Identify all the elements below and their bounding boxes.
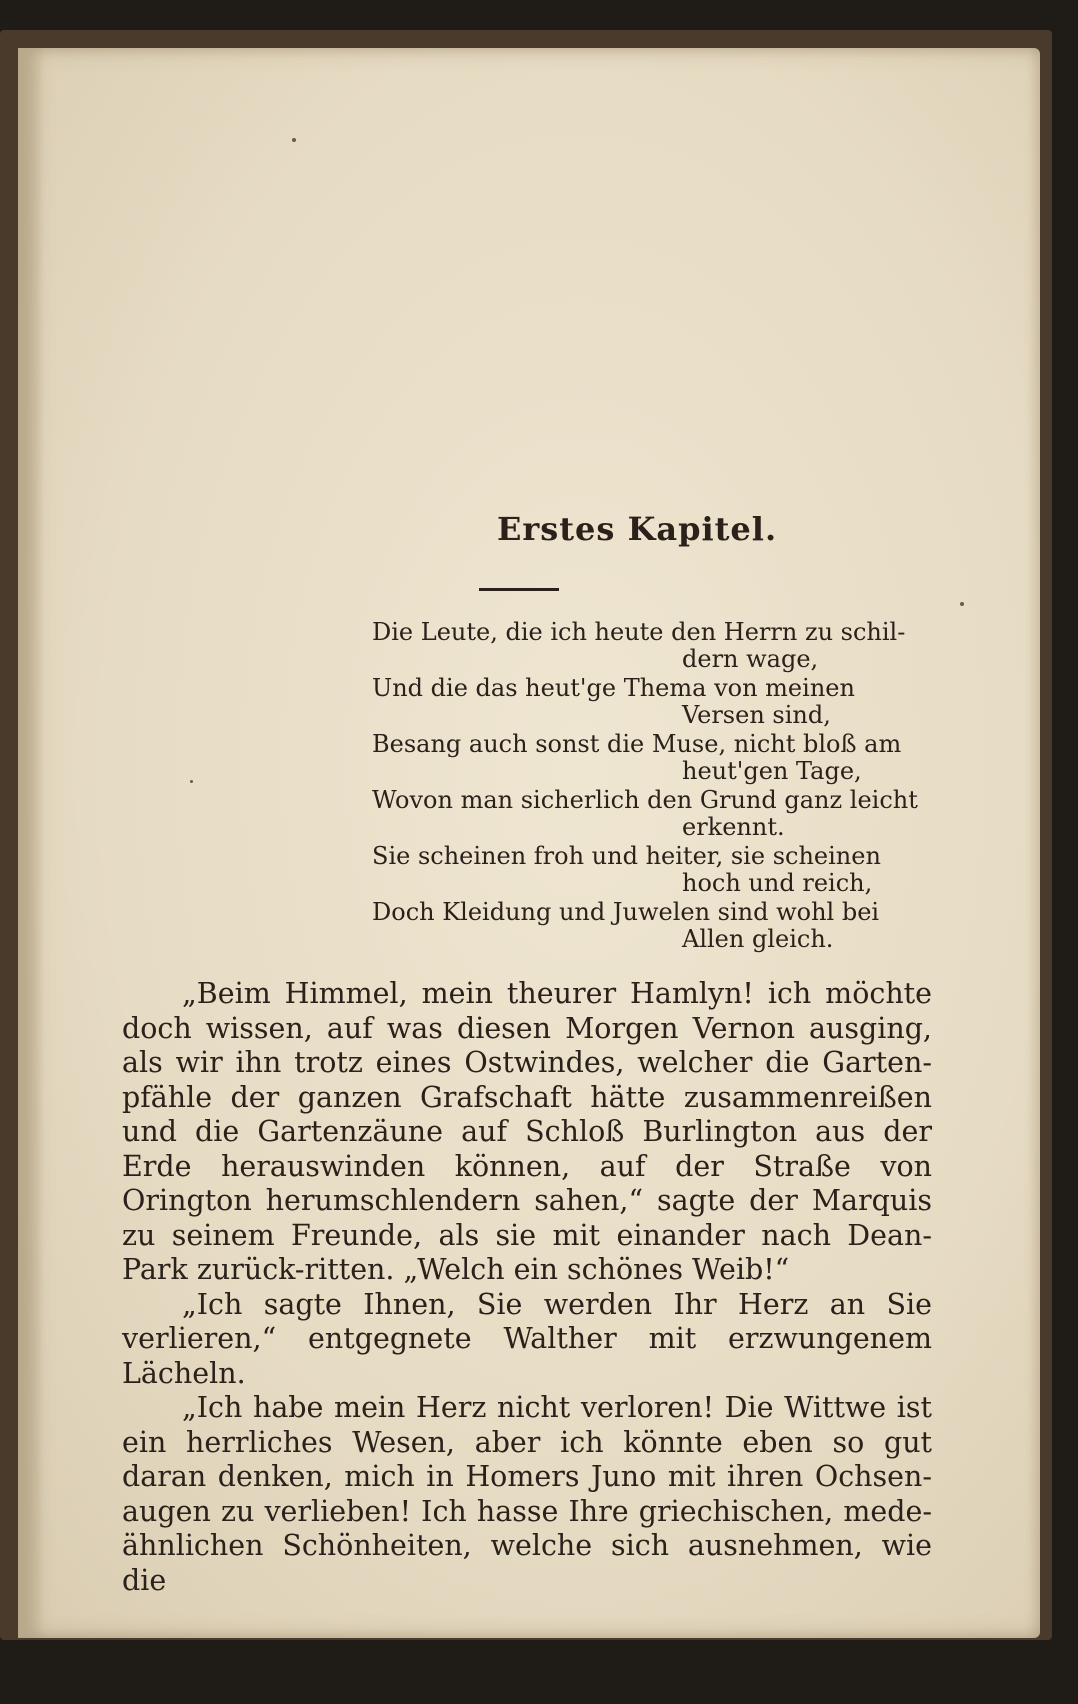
heading-rule [479,588,559,591]
ink-speck [292,138,296,142]
page-text [122,510,932,1598]
poem-line: Und die das heut'ge Thema von meinen Versen sind, [372,674,855,729]
page-gutter-shadow [18,48,44,1638]
chapter-heading: Erstes Kapitel. [497,510,778,548]
body-text [122,977,932,1598]
epigraph-poem [372,619,922,953]
poem-line: Sie scheinen froh und heiter, sie scheinen hoch und reich, [372,842,881,897]
poem-line: Wovon man sicherlich den Grund ganz leicht erkennt. [372,786,918,841]
paragraph: „Ich habe mein Herz nicht verloren! Die Wittwe ist ein herrliches Wesen, aber ich könnte eben so gut daran denken, mich in Homers Juno mit ihren Ochsen-augen zu verlieben! Ich hasse Ihre griechischen, mede-ähnlichen Schönheiten, welche sich ausnehmen, wie die [122,1391,932,1597]
poem-line: Die Leute, die ich heute den Herrn zu schil- dern wage, [372,618,906,673]
poem-line: Besang auch sonst die Muse, nicht bloß am heut'gen Tage, [372,730,902,785]
paragraph: „Beim Himmel, mein theurer Hamlyn! ich möchte doch wissen, auf was diesen Morgen Vernon ausging, als wir ihn trotz eines Ostwindes, welcher die Garten-pfähle der ganzen Grafschaft hätte zusammenreißen und die Gartenzäune auf Schloß Burlington aus der Erde herauswinden können, auf der Straße von Orington herumschlendern sahen,“ sagte der Marquis zu seinem Freunde, als sie mit einander nach Dean-Park zurück-ritten. „Welch ein schönes Weib!“ [122,977,932,1286]
ink-speck [960,602,964,606]
paragraph: „Ich sagte Ihnen, Sie werden Ihr Herz an Sie verlieren,“ entgegnete Walther mit erzwungenem Lächeln. [122,1287,932,1390]
poem-line: Doch Kleidung und Juwelen sind wohl bei Allen gleich. [372,898,880,953]
